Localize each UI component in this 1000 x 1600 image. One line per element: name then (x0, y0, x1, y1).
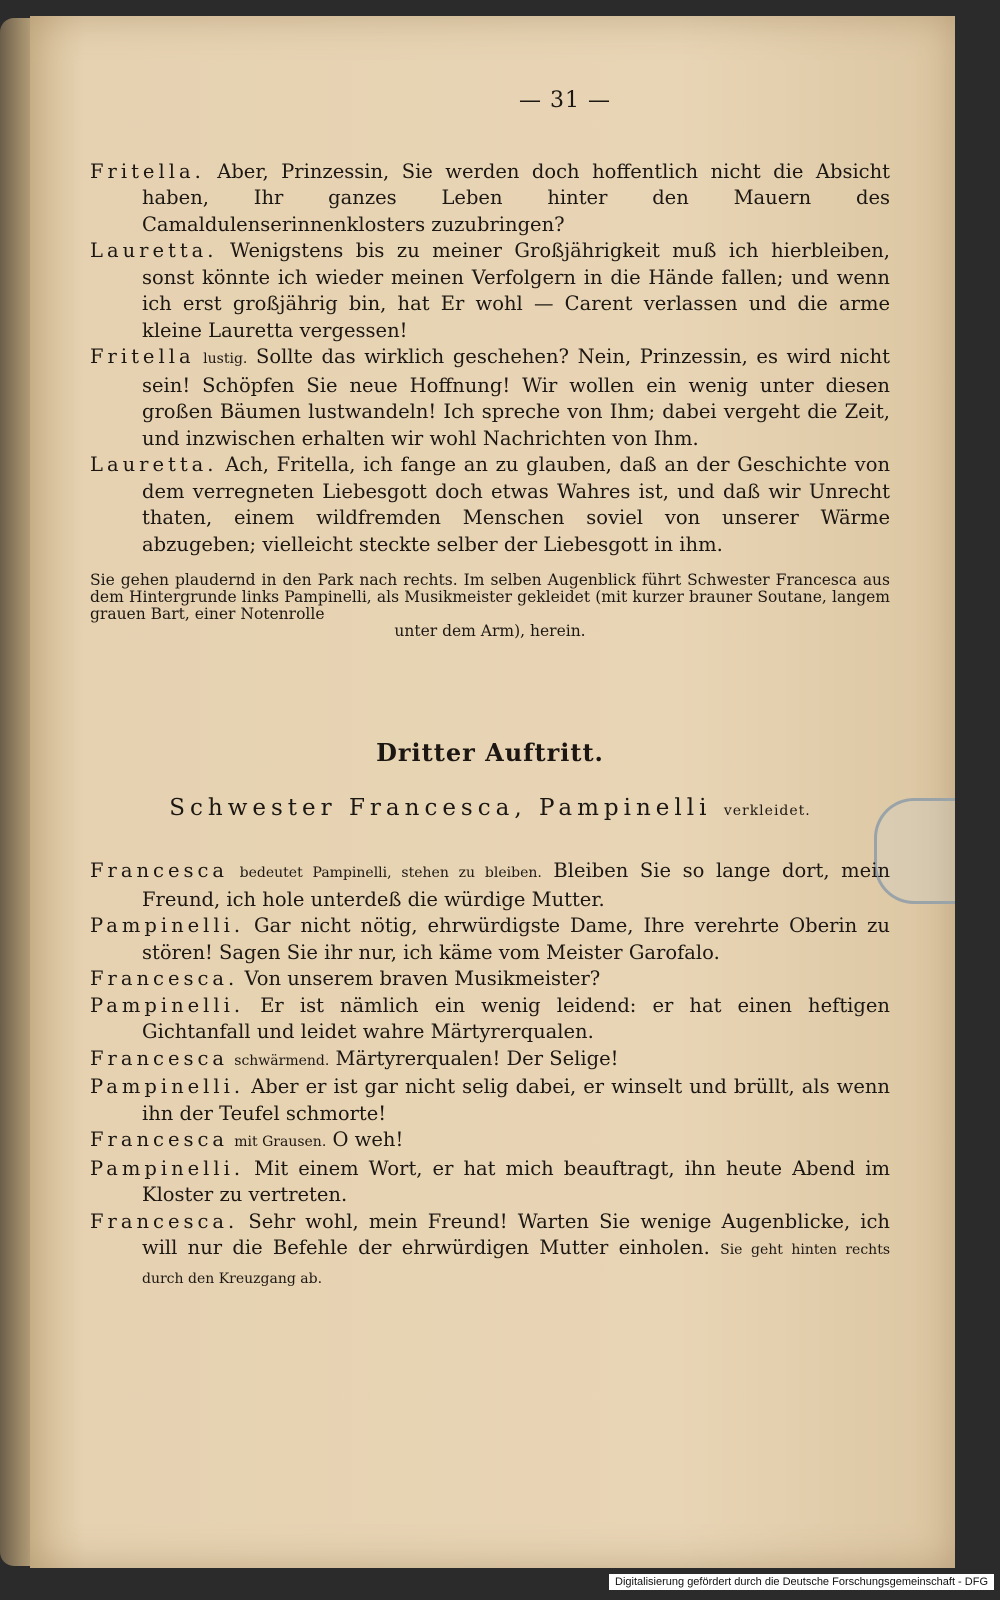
speech (90, 238, 890, 344)
speech-text: Sehr wohl, mein Freund! Warten Sie wenige Augenblicke, ich will nur die Befehle der ehrwürdigen Mutter einholen. (142, 1209, 890, 1259)
speech (90, 159, 890, 239)
speaker-name: Pampinelli. (90, 993, 245, 1017)
speech (90, 452, 890, 558)
inline-direction: bedeutet Pampinelli, stehen zu bleiben. (239, 865, 542, 881)
speech (90, 913, 890, 966)
speech-text: Aber er ist gar nicht selig dabei, er winselt und brüllt, als wenn ihn der Teufel schmorte! (142, 1075, 890, 1125)
speech-text: Von unserem braven Musikmeister? (244, 967, 601, 990)
speech (90, 1046, 890, 1075)
speaker-name: Francesca (90, 859, 229, 882)
page-content (90, 88, 890, 1292)
speeches-before-scene (90, 159, 890, 559)
speech-text: Ach, Fritella, ich fange an zu glauben, daß an der Geschichte von dem verregneten Liebesgott doch etwas Wahres ist, und daß wir Unrecht thaten, einem wildfremden Menschen soviel von unserer Wärme abzugeben; vielleicht steckte selber der Liebesgott in ihm. (142, 453, 890, 556)
speaker-name: Francesca (90, 1128, 229, 1151)
speaker-name: Fritella. (90, 159, 205, 183)
speech-text: Gar nicht nötig, ehrwürdigste Dame, Ihre verehrte Oberin zu stören! Sagen Sie ihr nur, ich käme vom Meister Garofalo. (142, 914, 890, 964)
speech-text: Aber, Prinzessin, Sie werden doch hoffentlich nicht die Absicht haben, Ihr ganzes Leben hinter den Mauern des Camaldulenserinnenklosters zuzubringen? (142, 159, 890, 236)
speech (90, 1074, 890, 1127)
speech-text: O weh! (332, 1128, 404, 1151)
speech (90, 858, 890, 913)
speeches-in-scene (90, 858, 890, 1292)
speech (90, 966, 890, 993)
stage-direction-last-line: unter dem Arm), herein. (394, 622, 586, 640)
speaker-name: Lauretta. (90, 239, 218, 262)
speaker-name: Pampinelli. (90, 914, 245, 937)
speech-text: Wenigstens bis zu meiner Großjährigkeit muß ich hierbleiben, sonst könnte ich wieder meinen Verfolgern in die Hände fallen; und wenn ich erst großjährig bin, hat Er wohl — Carent verlassen und die arme kleine Lauretta vergessen! (142, 239, 890, 342)
speech (90, 993, 890, 1046)
page-number: — 31 — (519, 88, 611, 113)
scene-cast-names: Schwester Francesca, Pampinelli (169, 794, 712, 821)
speech-text: Mit einem Wort, er hat mich beauftragt, ihn heute Abend im Kloster zu vertreten. (142, 1156, 890, 1206)
footer-credit: Digitalisierung gefördert durch die Deutsche Forschungsgemeinschaft - DFG (609, 1574, 994, 1590)
speech-text: Bleiben Sie so lange dort, mein Freund, ich hole unterdeß die würdige Mutter. (142, 859, 891, 911)
speaker-name: Francesca (90, 1046, 229, 1070)
speaker-name: Fritella (90, 345, 195, 368)
stage-direction (90, 572, 890, 640)
inline-direction: mit Grausen. (234, 1134, 327, 1150)
speaker-name: Francesca. (90, 967, 239, 990)
speaker-name: Lauretta. (90, 453, 218, 476)
trailing-direction: Sie geht hinten rechts durch den Kreuzgang ab. (142, 1242, 891, 1287)
speech (90, 344, 890, 452)
speech-text: Er ist nämlich ein wenig leidend: er hat einen heftigen Gichtanfall und leidet wahre Märtyrerqualen. (142, 993, 890, 1043)
inline-direction: lustig. (203, 351, 248, 367)
inline-direction: schwärmend. (234, 1052, 330, 1069)
speech (90, 1156, 890, 1209)
speech (90, 1209, 890, 1293)
speaker-name: Francesca. (90, 1209, 239, 1233)
speaker-name: Pampinelli. (90, 1075, 245, 1098)
speech-text: Sollte das wirklich geschehen? Nein, Prinzessin, es wird nicht sein! Schöpfen Sie neue Hoffnung! Wir wollen ein wenig unter diesen großen Bäumen lustwandeln! Ich spreche von Ihm; dabei vergeht die Zeit, und inzwischen erhalten wir wohl Nachrichten von Ihm. (142, 345, 890, 450)
speech (90, 1127, 890, 1156)
scene-cast-note: verkleidet. (723, 802, 811, 819)
speaker-name: Pampinelli. (90, 1156, 245, 1180)
scene-title: Dritter Auftritt. (376, 738, 604, 767)
scene-cast (90, 795, 890, 825)
speech-text: Märtyrerqualen! Der Selige! (335, 1046, 619, 1070)
stage-direction-text: Sie gehen plaudernd in den Park nach rechts. Im selben Augenblick führt Schwester Francesca aus dem Hintergrunde links Pampinelli, als Musikmeister gekleidet (mit kurzer brauner Soutane, langem grauen Bart, einer Notenrolle (90, 571, 890, 623)
